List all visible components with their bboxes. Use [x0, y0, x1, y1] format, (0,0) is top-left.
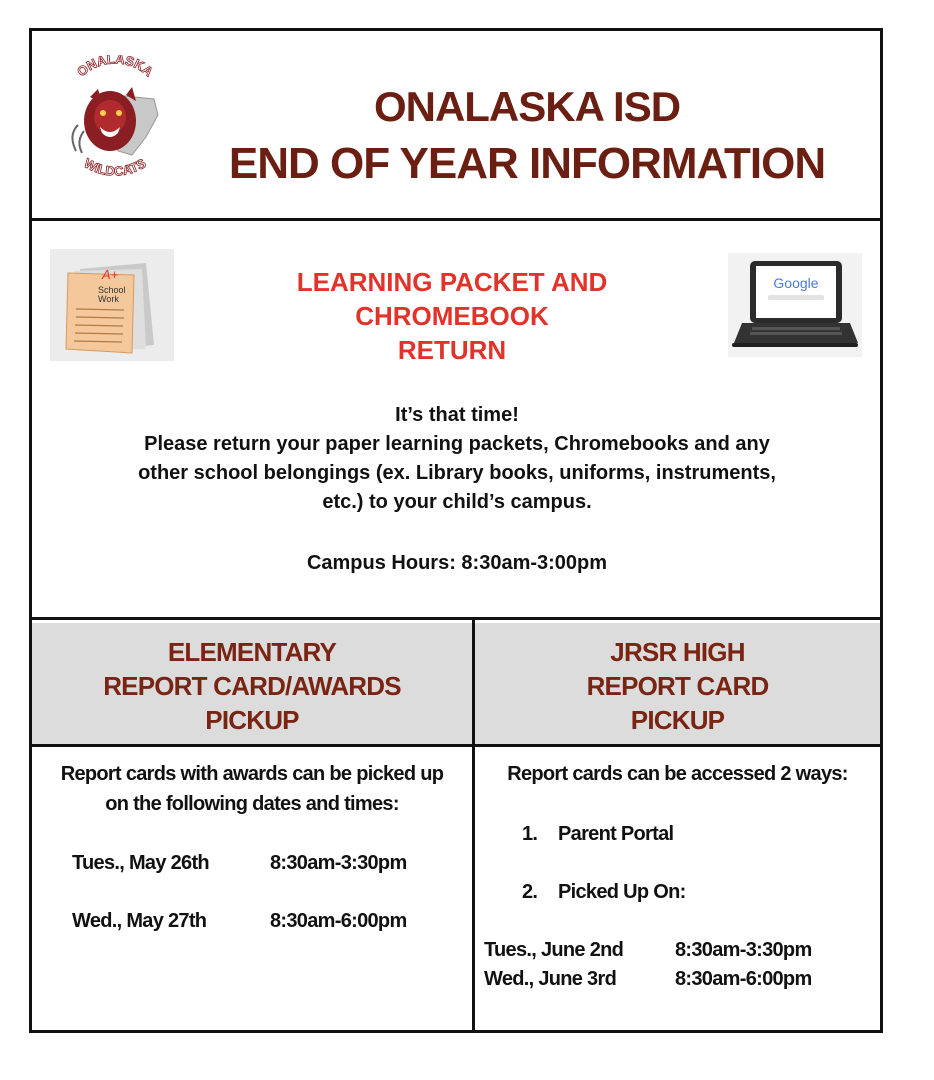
divider — [32, 617, 880, 620]
schedule-day: Tues., May 26th — [72, 852, 209, 874]
campus-hours: Campus Hours: 8:30am-3:00pm — [306, 552, 608, 574]
elementary-intro-line-2: on the following dates and times: — [105, 793, 399, 815]
svg-text:WILDCATS — [82, 155, 149, 177]
schedule-time: 8:30am-6:00pm — [270, 910, 407, 932]
list-label: Parent Portal — [558, 823, 674, 845]
school-work-paper-icon — [50, 249, 174, 361]
title-line-2: END OF YEAR INFORMATION — [228, 139, 826, 188]
elementary-intro-line-1: Report cards with awards can be picked up — [60, 763, 444, 785]
page-title — [212, 79, 842, 193]
column-divider — [472, 620, 475, 1030]
paper-line-2: Work — [98, 294, 119, 304]
body-line-4: etc.) to your child’s campus. — [322, 491, 592, 513]
body-line-2: Please return your paper learning packets, Chromebooks and any — [144, 433, 770, 455]
jrsr-intro: Report cards can be accessed 2 ways: — [507, 763, 848, 785]
jrsr-head-line-3: PICKUP — [630, 705, 725, 735]
schedule-day: Tues., June 2nd — [484, 939, 624, 961]
elementary-head-line-3: PICKUP — [205, 705, 299, 735]
flyer — [29, 28, 883, 1033]
schedule-time: 8:30am-3:30pm — [675, 939, 812, 961]
body-line-1: It’s that time! — [395, 404, 519, 426]
divider — [32, 744, 880, 747]
schedule-time: 8:30am-6:00pm — [675, 968, 812, 990]
chromebook-laptop-icon — [728, 253, 862, 357]
list-number: 2. — [522, 881, 538, 903]
jrsr-head-line-2: REPORT CARD — [586, 671, 769, 701]
divider — [32, 218, 880, 221]
list-item — [522, 878, 686, 906]
schedule-day: Wed., May 27th — [72, 910, 207, 932]
list-label: Picked Up On: — [558, 881, 686, 903]
learning-title-line-2: CHROMEBOOK — [355, 301, 549, 331]
elementary-head-line-1: ELEMENTARY — [167, 637, 337, 667]
schedule-time: 8:30am-3:30pm — [270, 852, 407, 874]
return-instructions — [52, 401, 862, 517]
learning-packet-title — [232, 265, 672, 367]
paper-line-1: School — [98, 285, 126, 295]
elementary-intro — [40, 759, 464, 819]
logo-text-bottom: WILDCATS — [81, 155, 149, 177]
learning-title-line-3: RETURN — [397, 335, 507, 365]
list-number: 1. — [522, 823, 538, 845]
logo-text-top: ONALASKA — [73, 55, 157, 80]
title-line-1: ONALASKA ISD — [373, 83, 681, 130]
jrsr-header — [475, 623, 880, 744]
wildcat-logo-icon — [62, 55, 166, 177]
learning-title-line-1: LEARNING PACKET AND — [296, 267, 608, 297]
jrsr-head-line-1: JRSR HIGH — [610, 637, 745, 667]
list-item — [522, 820, 673, 848]
body-line-3: other school belongings (ex. Library books, uniforms, instruments, — [138, 462, 776, 484]
elementary-head-line-2: REPORT CARD/AWARDS — [103, 671, 401, 701]
laptop-google-text: Google — [773, 275, 819, 291]
elementary-header — [32, 623, 472, 744]
schedule-day: Wed., June 3rd — [484, 968, 617, 990]
svg-text:ONALASKA — [74, 55, 157, 80]
paper-grade: A+ — [102, 267, 119, 282]
